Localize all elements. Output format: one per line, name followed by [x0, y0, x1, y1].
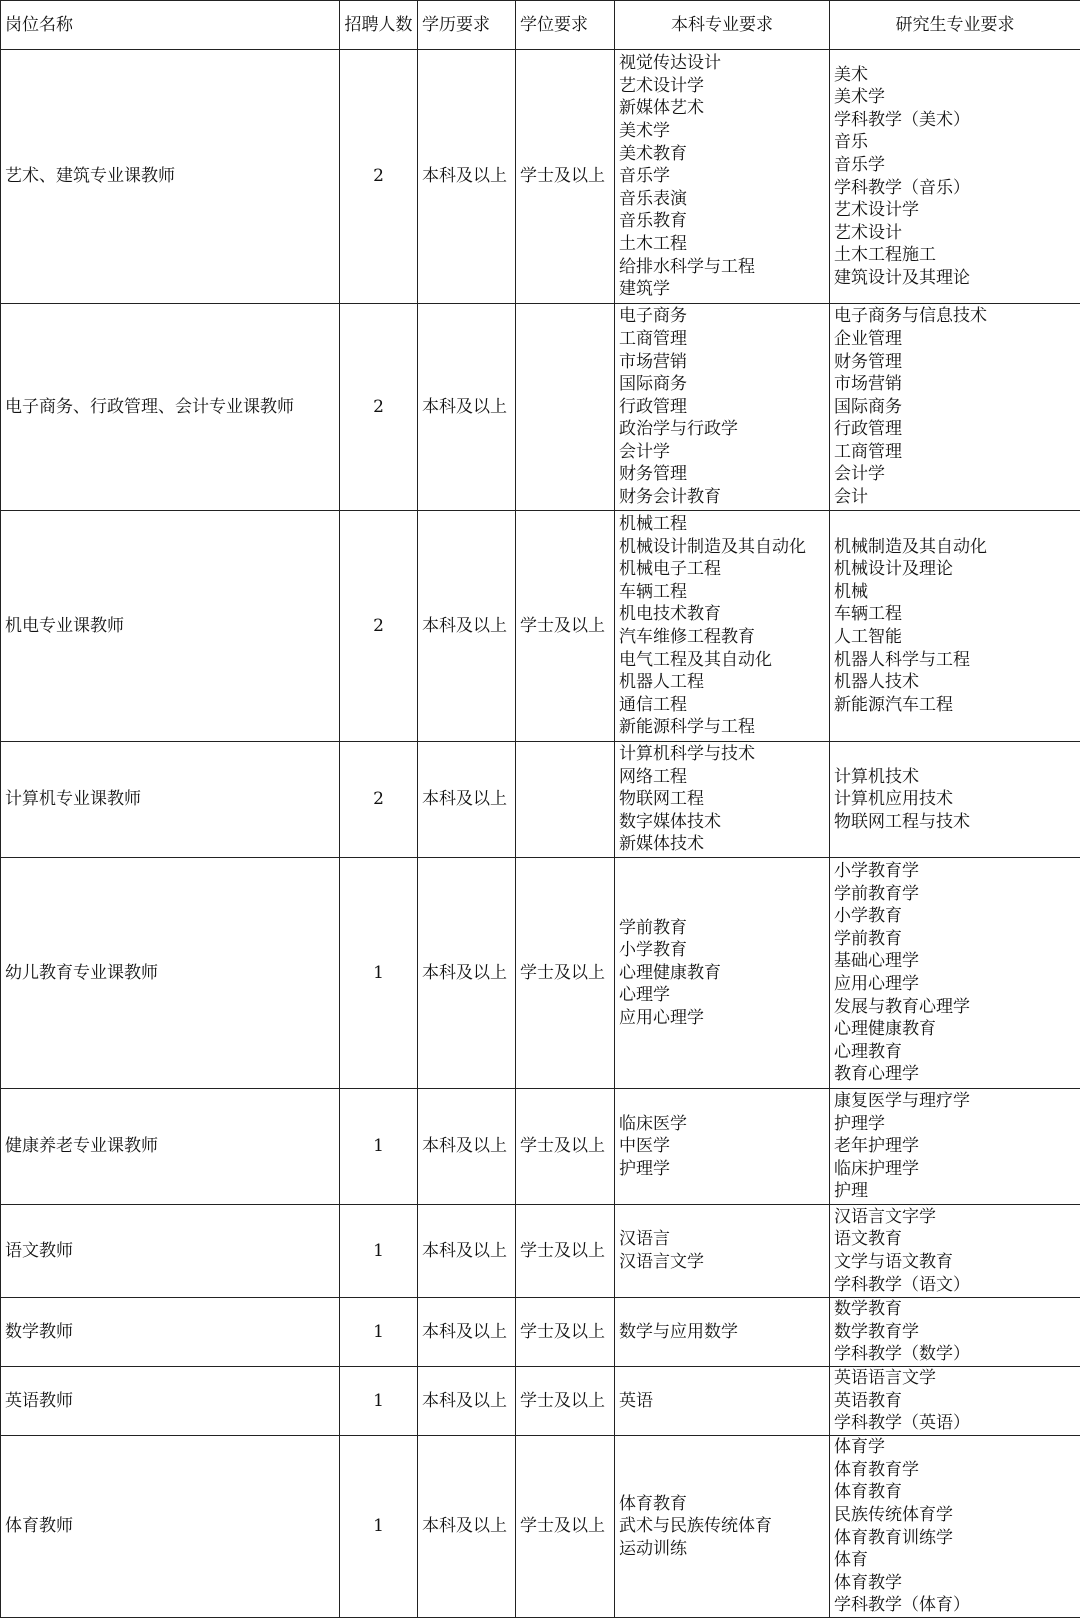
education-requirement: 本科及以上	[418, 1436, 516, 1618]
graduate-major: 会计学	[834, 463, 1076, 486]
undergrad-major: 工商管理	[619, 328, 825, 351]
table-row	[1, 1436, 1080, 1618]
undergrad-major: 行政管理	[619, 396, 825, 419]
education-requirement: 本科及以上	[418, 1205, 516, 1298]
undergrad-major: 汉语言	[619, 1228, 825, 1251]
graduate-major: 学科教学（美术）	[834, 109, 1076, 132]
graduate-major: 音乐	[834, 131, 1076, 154]
undergrad-major: 体育教育	[619, 1493, 825, 1516]
undergrad-major-list	[619, 1390, 825, 1413]
position-title: 体育教师	[1, 1436, 340, 1618]
degree-requirement: 学士及以上	[516, 511, 615, 742]
degree-requirement: 学士及以上	[516, 1298, 615, 1367]
graduate-major: 机器人科学与工程	[834, 649, 1076, 672]
graduate-major: 学科教学（音乐）	[834, 177, 1076, 200]
undergrad-major-list	[619, 917, 825, 1030]
undergrad-majors-cell	[615, 1298, 830, 1367]
header-graduate-majors: 研究生专业要求	[830, 1, 1080, 50]
graduate-major: 新能源汽车工程	[834, 694, 1076, 717]
undergrad-major-list	[619, 1321, 825, 1344]
graduate-major: 临床护理学	[834, 1158, 1076, 1181]
undergrad-majors-cell	[615, 742, 830, 858]
graduate-major: 机器人技术	[834, 671, 1076, 694]
graduate-major: 教育心理学	[834, 1063, 1076, 1086]
graduate-major-list	[834, 305, 1076, 508]
graduate-major: 学科教学（语文）	[834, 1274, 1076, 1297]
undergrad-major: 艺术设计学	[619, 75, 825, 98]
position-title: 幼儿教育专业课教师	[1, 858, 340, 1089]
position-title: 计算机专业课教师	[1, 742, 340, 858]
hiring-count: 1	[340, 1367, 418, 1436]
undergrad-major: 运动训练	[619, 1538, 825, 1561]
undergrad-major: 新媒体技术	[619, 833, 825, 856]
undergrad-major-list	[619, 513, 825, 739]
education-requirement: 本科及以上	[418, 1089, 516, 1205]
degree-requirement: 学士及以上	[516, 1089, 615, 1205]
graduate-major: 学科教学（英语）	[834, 1412, 1076, 1435]
education-requirement: 本科及以上	[418, 304, 516, 511]
undergrad-major: 中医学	[619, 1135, 825, 1158]
graduate-major: 人工智能	[834, 626, 1076, 649]
undergrad-major: 数字媒体技术	[619, 811, 825, 834]
graduate-major: 体育教育	[834, 1481, 1076, 1504]
graduate-major-list	[834, 1367, 1076, 1435]
undergrad-majors-cell	[615, 1205, 830, 1298]
graduate-major: 音乐学	[834, 154, 1076, 177]
undergrad-major: 学前教育	[619, 917, 825, 940]
undergrad-major: 心理健康教育	[619, 962, 825, 985]
graduate-major-list	[834, 766, 1076, 834]
undergrad-major: 音乐学	[619, 165, 825, 188]
graduate-major: 应用心理学	[834, 973, 1076, 996]
header-degree-requirement: 学位要求	[516, 1, 615, 50]
position-title: 健康养老专业课教师	[1, 1089, 340, 1205]
undergrad-major: 护理学	[619, 1158, 825, 1181]
undergrad-major: 物联网工程	[619, 788, 825, 811]
graduate-major: 土木工程施工	[834, 244, 1076, 267]
undergrad-major: 临床医学	[619, 1113, 825, 1136]
header-hiring-count: 招聘人数	[340, 1, 418, 50]
hiring-count: 1	[340, 1205, 418, 1298]
table-row	[1, 304, 1080, 511]
graduate-majors-cell	[830, 50, 1080, 304]
graduate-major: 市场营销	[834, 373, 1076, 396]
undergrad-major: 音乐表演	[619, 188, 825, 211]
table-row	[1, 1205, 1080, 1298]
undergrad-major: 音乐教育	[619, 210, 825, 233]
graduate-major: 电子商务与信息技术	[834, 305, 1076, 328]
graduate-major: 民族传统体育学	[834, 1504, 1076, 1527]
graduate-major: 护理	[834, 1180, 1076, 1203]
graduate-major: 英语教育	[834, 1390, 1076, 1413]
graduate-major: 体育教育学	[834, 1459, 1076, 1482]
education-requirement: 本科及以上	[418, 742, 516, 858]
undergrad-major: 计算机科学与技术	[619, 743, 825, 766]
graduate-major: 学科教学（体育）	[834, 1594, 1076, 1617]
table-row	[1, 1367, 1080, 1436]
graduate-majors-cell	[830, 1367, 1080, 1436]
undergrad-majors-cell	[615, 50, 830, 304]
undergrad-major-list	[619, 52, 825, 301]
table-header	[1, 1, 1080, 50]
undergrad-major: 财务会计教育	[619, 486, 825, 509]
undergrad-major: 美术教育	[619, 143, 825, 166]
undergrad-major: 政治学与行政学	[619, 418, 825, 441]
undergrad-major: 汽车维修工程教育	[619, 626, 825, 649]
undergrad-major: 机电技术教育	[619, 603, 825, 626]
position-title: 数学教师	[1, 1298, 340, 1367]
graduate-major: 学前教育	[834, 928, 1076, 951]
undergrad-major: 通信工程	[619, 694, 825, 717]
graduate-major: 美术	[834, 64, 1076, 87]
education-requirement: 本科及以上	[418, 50, 516, 304]
graduate-major: 财务管理	[834, 351, 1076, 374]
undergrad-major: 电子商务	[619, 305, 825, 328]
graduate-major-list	[834, 860, 1076, 1086]
graduate-major-list	[834, 536, 1076, 717]
hiring-count: 2	[340, 50, 418, 304]
undergrad-majors-cell	[615, 304, 830, 511]
header-undergrad-majors: 本科专业要求	[615, 1, 830, 50]
hiring-count: 1	[340, 1298, 418, 1367]
header-education-requirement: 学历要求	[418, 1, 516, 50]
undergrad-majors-cell	[615, 511, 830, 742]
graduate-major: 工商管理	[834, 441, 1076, 464]
undergrad-major: 会计学	[619, 441, 825, 464]
undergrad-major: 给排水科学与工程	[619, 256, 825, 279]
table-row	[1, 1089, 1080, 1205]
graduate-majors-cell	[830, 1298, 1080, 1367]
undergrad-major: 数学与应用数学	[619, 1321, 825, 1344]
undergrad-major: 视觉传达设计	[619, 52, 825, 75]
graduate-major: 语文教育	[834, 1228, 1076, 1251]
undergrad-major-list	[619, 1493, 825, 1561]
education-requirement: 本科及以上	[418, 1298, 516, 1367]
graduate-major: 学科教学（数学）	[834, 1343, 1076, 1366]
graduate-major-list	[834, 1436, 1076, 1617]
undergrad-major: 应用心理学	[619, 1007, 825, 1030]
graduate-majors-cell	[830, 1436, 1080, 1618]
graduate-major: 英语语言文学	[834, 1367, 1076, 1390]
hiring-count: 1	[340, 858, 418, 1089]
undergrad-major: 国际商务	[619, 373, 825, 396]
graduate-majors-cell	[830, 511, 1080, 742]
graduate-majors-cell	[830, 742, 1080, 858]
undergrad-major: 新媒体艺术	[619, 97, 825, 120]
graduate-major: 会计	[834, 486, 1076, 509]
undergrad-major: 网络工程	[619, 766, 825, 789]
table-body	[1, 50, 1080, 1618]
graduate-major: 汉语言文字学	[834, 1206, 1076, 1229]
hiring-count: 1	[340, 1089, 418, 1205]
graduate-major: 发展与教育心理学	[834, 996, 1076, 1019]
hiring-count: 2	[340, 511, 418, 742]
graduate-major: 基础心理学	[834, 950, 1076, 973]
undergrad-major: 武术与民族传统体育	[619, 1515, 825, 1538]
degree-requirement	[516, 742, 615, 858]
graduate-major: 数学教育	[834, 1298, 1076, 1321]
table-row	[1, 50, 1080, 304]
graduate-majors-cell	[830, 1205, 1080, 1298]
undergrad-major: 新能源科学与工程	[619, 716, 825, 739]
undergrad-major: 汉语言文学	[619, 1251, 825, 1274]
undergrad-major: 美术学	[619, 120, 825, 143]
graduate-major: 学前教育学	[834, 883, 1076, 906]
undergrad-major: 市场营销	[619, 351, 825, 374]
undergrad-majors-cell	[615, 1089, 830, 1205]
undergrad-majors-cell	[615, 858, 830, 1089]
degree-requirement: 学士及以上	[516, 1367, 615, 1436]
table-row	[1, 1298, 1080, 1367]
undergrad-majors-cell	[615, 1367, 830, 1436]
degree-requirement: 学士及以上	[516, 1205, 615, 1298]
hiring-count: 2	[340, 304, 418, 511]
undergrad-major: 电气工程及其自动化	[619, 649, 825, 672]
undergrad-majors-cell	[615, 1436, 830, 1618]
graduate-major: 物联网工程与技术	[834, 811, 1076, 834]
undergrad-major-list	[619, 743, 825, 856]
graduate-major: 行政管理	[834, 418, 1076, 441]
hiring-count: 1	[340, 1436, 418, 1618]
graduate-major-list	[834, 1090, 1076, 1203]
graduate-major: 数学教育学	[834, 1321, 1076, 1344]
graduate-major-list	[834, 1298, 1076, 1366]
graduate-majors-cell	[830, 304, 1080, 511]
degree-requirement: 学士及以上	[516, 1436, 615, 1618]
graduate-major: 体育教学	[834, 1572, 1076, 1595]
table-row	[1, 742, 1080, 858]
graduate-major: 文学与语文教育	[834, 1251, 1076, 1274]
degree-requirement: 学士及以上	[516, 858, 615, 1089]
graduate-major: 体育学	[834, 1436, 1076, 1459]
graduate-major: 体育教育训练学	[834, 1527, 1076, 1550]
undergrad-major: 机器人工程	[619, 671, 825, 694]
undergrad-major: 车辆工程	[619, 581, 825, 604]
undergrad-major: 机械电子工程	[619, 558, 825, 581]
graduate-major-list	[834, 64, 1076, 290]
graduate-major: 美术学	[834, 86, 1076, 109]
undergrad-major: 机械工程	[619, 513, 825, 536]
graduate-major: 机械制造及其自动化	[834, 536, 1076, 559]
education-requirement: 本科及以上	[418, 1367, 516, 1436]
graduate-majors-cell	[830, 1089, 1080, 1205]
graduate-major: 康复医学与理疗学	[834, 1090, 1076, 1113]
education-requirement: 本科及以上	[418, 858, 516, 1089]
undergrad-major: 英语	[619, 1390, 825, 1413]
position-title: 电子商务、行政管理、会计专业课教师	[1, 304, 340, 511]
position-title: 机电专业课教师	[1, 511, 340, 742]
graduate-major: 机械设计及理论	[834, 558, 1076, 581]
undergrad-major-list	[619, 1228, 825, 1273]
graduate-major: 小学教育	[834, 905, 1076, 928]
graduate-major: 计算机应用技术	[834, 788, 1076, 811]
graduate-major: 企业管理	[834, 328, 1076, 351]
graduate-major: 心理健康教育	[834, 1018, 1076, 1041]
degree-requirement	[516, 304, 615, 511]
undergrad-major: 建筑学	[619, 278, 825, 301]
position-title: 英语教师	[1, 1367, 340, 1436]
graduate-major: 车辆工程	[834, 603, 1076, 626]
graduate-major-list	[834, 1206, 1076, 1296]
graduate-major: 机械	[834, 581, 1076, 604]
table-row	[1, 858, 1080, 1089]
undergrad-major-list	[619, 305, 825, 508]
graduate-major: 建筑设计及其理论	[834, 267, 1076, 290]
education-requirement: 本科及以上	[418, 511, 516, 742]
graduate-major: 艺术设计	[834, 222, 1076, 245]
undergrad-major: 土木工程	[619, 233, 825, 256]
header-position-title: 岗位名称	[1, 1, 340, 50]
graduate-major: 心理教育	[834, 1041, 1076, 1064]
graduate-major: 计算机技术	[834, 766, 1076, 789]
graduate-major: 艺术设计学	[834, 199, 1076, 222]
graduate-major: 老年护理学	[834, 1135, 1076, 1158]
graduate-major: 护理学	[834, 1113, 1076, 1136]
undergrad-major-list	[619, 1113, 825, 1181]
undergrad-major: 财务管理	[619, 463, 825, 486]
undergrad-major: 心理学	[619, 984, 825, 1007]
position-title: 艺术、建筑专业课教师	[1, 50, 340, 304]
header-row	[1, 1, 1080, 50]
graduate-majors-cell	[830, 858, 1080, 1089]
undergrad-major: 小学教育	[619, 939, 825, 962]
undergrad-major: 机械设计制造及其自动化	[619, 536, 825, 559]
graduate-major: 小学教育学	[834, 860, 1076, 883]
table-row	[1, 511, 1080, 742]
degree-requirement: 学士及以上	[516, 50, 615, 304]
graduate-major: 体育	[834, 1549, 1076, 1572]
hiring-count: 2	[340, 742, 418, 858]
graduate-major: 国际商务	[834, 396, 1076, 419]
position-title: 语文教师	[1, 1205, 340, 1298]
